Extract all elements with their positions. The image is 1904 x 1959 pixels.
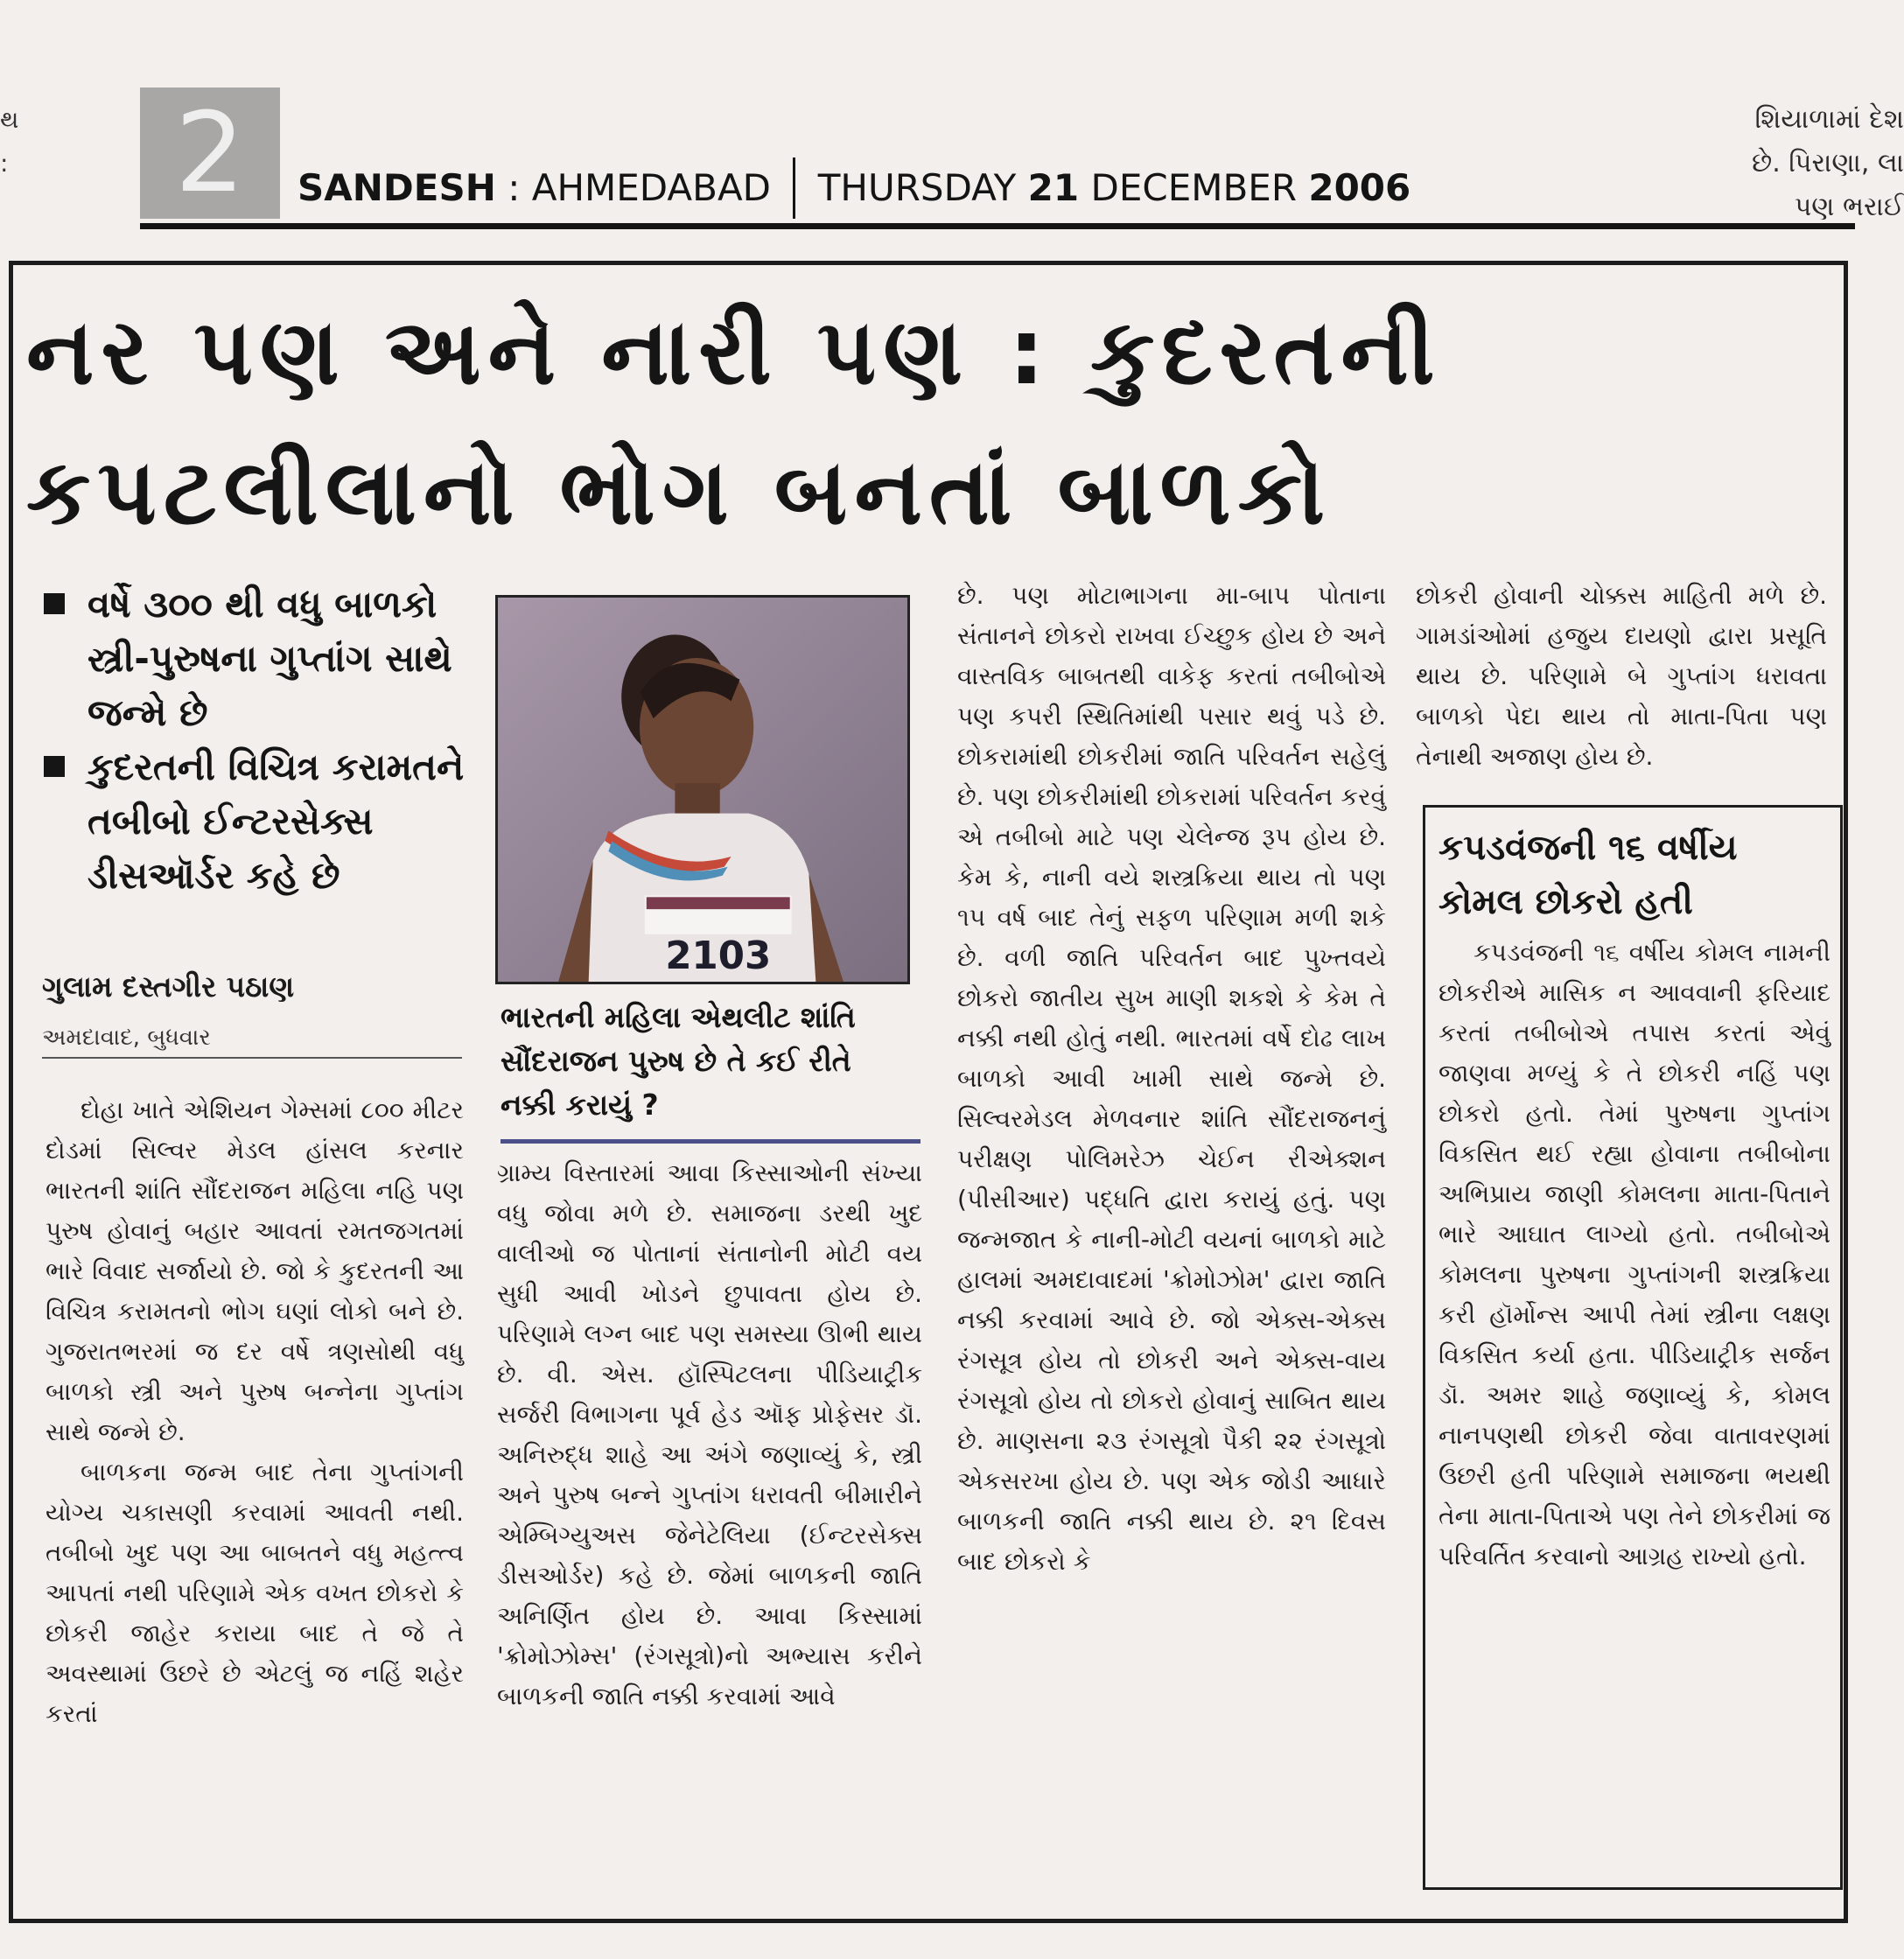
inset-body (1438, 933, 1830, 1577)
dateline: અમદાવાદ, બુધવાર (42, 1025, 211, 1051)
caption-rule (500, 1139, 920, 1144)
page-number: 2 (140, 87, 280, 219)
column-2 (497, 1153, 922, 1717)
edition-city: : AHMEDABAD (508, 166, 772, 209)
paragraph: છે. પણ મોટાભાગના મા-બાપ પોતાના સંતાનને છોકરો રાખવા ઈચ્છુક હોય છે અને વાસ્તવિક બાબતથી વાકેફ કરતાં તબીબોએ પણ કપરી સ્થિતિમાંથી પસાર થવું પડે છે. છોકરામાંથી છોકરીમાં જાતિ પરિવર્તન સહેલું છે. પણ છોકરીમાંથી છોકરામાં પરિવર્તન કરવું એ તબીબો માટે પણ ચેલેન્જ રૂપ હોય છે. કેમ કે, નાની વયે શસ્ત્રક્રિયા થાય તો પણ ૧૫ વર્ષ બાદ તેનું સફળ પરિણામ મળી શકે છે. વળી જાતિ પરિવર્તન બાદ પુખ્તવયે છોકરો જાતીય સુખ માણી શકશે કે કેમ તે નક્કી નથી હોતું નથી. ભારતમાં વર્ષે દોઢ લાખ બાળકો આવી ખામી સાથે જન્મે છે. સિલ્વરમેડલ મેળવનાર શાંતિ સૌંદરાજનનું પરીક્ષણ પોલિમરેઝ ચેઈન રીએક્શન (પીસીઆર) પદ્ધતિ દ્વારા કરાયું હતું. પણ જન્મજાત કે નાની-મોટી વયનાં બાળકો માટે હાલમાં અમદાવાદમાં 'ક્રોમોઝોમ' દ્વારા જાતિ નક્કી કરવામાં આવે છે. જો એક્સ-એક્સ રંગસૂત્ર હોય તો છોકરી અને એક્સ-વાય રંગસૂત્રો હોય તો છોકરો હોવાનું સાબિત થાય છે. માણસના ૨૩ રંગસૂત્રો પૈકી ૨૨ રંગસૂત્રો એકસરખા હોય છે. પણ એક જોડી આધારે બાળકની જાતિ નક્કી થાય છે. ૨૧ દિવસ બાદ છોકરો કે (957, 581, 1386, 1576)
headline-line: કપટલીલાનો ભોગ બનતાં બાળકો (26, 438, 1333, 545)
paragraph: બાળકના જન્મ બાદ તેના ગુપ્તાંગની યોગ્ય ચકાસણી કરવામાં આવતી નથી. તબીબો ખુદ પણ આ બાબતને વધુ મહત્ત્વ આપતાં નથી પરિણામે એક વખત છોકરો કે છોકરી જાહેર કરાયા બાદ તે જે તે અવસ્થામાં ઉછરે છે એટલું જ નહિં શહેર કરતાં (46, 1458, 464, 1728)
paragraph: છોકરી હોવાની ચોક્કસ માહિતી મળે છે. ગામડાંઓમાં હજુય દાયણો દ્વારા પ્રસૂતિ થાય છે. પરિણામે બે ગુપ્તાંગ ધરાવતા બાળકો પેદા થાય તો માતા-પિતા પણ તેનાથી અજાણ હોય છે. (1416, 581, 1827, 771)
inset-title: કપડવંજની ૧૬ વર્ષીય કોમલ છોકરો હતી (1438, 828, 1738, 922)
subhead: કુદરતની વિચિત્ર કરામતને તબીબો ઈન્ટરસેક્સ ડીસઑર્ડર કહે છે (37, 740, 492, 903)
subhead: વર્ષે ૩૦૦ થી વધુ બાળકો સ્ત્રી-પુરુષના ગુપ્તાંગ સાથે જન્મે છે (37, 577, 492, 740)
weekday: THURSDAY (817, 166, 1017, 209)
headline-line: નર પણ અને નારી પણ : કુદરતની (26, 298, 1442, 405)
column-1 (46, 1090, 464, 1734)
paragraph: કપડવંજની ૧૬ વર્ષીય કોમલ નામની છોકરીએ માસિક ન આવવાની ફરિયાદ કરતાં તબીબોએ તપાસ કરતાં એવું જાણવા મળ્યું કે તે છોકરી નહિં પણ છોકરો હતો. તેમાં પુરુષના ગુપ્તાંગ વિકસિત થઈ રહ્યા હોવાના તબીબોના અભિપ્રાય જાણી કોમલના માતા-પિતાને ભારે આઘાત લાગ્યો હતો. તબીબોએ કોમલના પુરુષના ગુપ્તાંગની શસ્ત્રક્રિયા કરી હૉર્મોન્સ આપી તેમાં સ્ત્રીના લક્ષણ વિકસિત કર્યા હતા. પીડિયાટ્રીક સર્જન ડૉ. અમર શાહે જણાવ્યું કે, કોમલ નાનપણથી છોકરી જેવા વાતાવરણમાં ઉછરી હતી પરિણામે સમાજના ભયથી તેના માતા-પિતાએ પણ તેને છોકરીમાં જ પરિવર્તિત કરવાનો આગ્રહ રાખ્યો હતો. (1438, 938, 1830, 1571)
adjacent-line: છે. પિરાણા, લા (1752, 148, 1904, 178)
column-3 (957, 576, 1386, 1582)
day: 21 (1027, 166, 1080, 209)
adjacent-line: પણ ભરાઈ (1794, 192, 1904, 222)
year: 2006 (1308, 166, 1411, 209)
previous-page-edge: થ : (0, 105, 19, 178)
byline: ગુલામ દસ્તગીર પઠાણ (42, 969, 295, 1004)
masthead-divider (793, 157, 795, 219)
paragraph: દોહા ખાતે એશિયન ગેમ્સમાં ૮૦૦ મીટર દોડમાં સિલ્વર મેડલ હાંસલ કરનાર ભારતની શાંતિ સૌંદરાજન મહિલા નહિ પણ પુરુષ હોવાનું બહાર આવતાં રમતજગતમાં ભારે વિવાદ સર્જાયો છે. જો કે કુદરતની આ વિચિત્ર કરામતનો ભોગ ઘણાં લોકો બને છે. ગુજરાતભરમાં જ દર વર્ષે ત્રણસોથી વધુ બાળકો સ્ત્રી અને પુરુષ બન્નેના ગુપ્તાંગ સાથે જન્મે છે. (46, 1095, 464, 1446)
masthead-rule (140, 223, 1855, 229)
paper-name: SANDESH (298, 166, 496, 209)
athlete-photo (495, 595, 910, 984)
subheads (37, 577, 492, 903)
month: DECEMBER (1090, 166, 1297, 209)
column-4 (1416, 576, 1827, 777)
dateline-rule (42, 1057, 462, 1059)
masthead (298, 157, 1522, 219)
adjacent-line: શિયાળામાં દેશ (1754, 104, 1904, 135)
article-headline (26, 282, 1846, 562)
bib-number: 2103 (665, 934, 772, 979)
paragraph: ગ્રામ્ય વિસ્તારમાં આવા કિસ્સાઓની સંખ્યા વધુ જોવા મળે છે. સમાજના ડરથી ખુદ વાલીઓ જ પોતાનાં સંતાનોની મોટી વય સુધી આવી ખોડને છુપાવતા હોય છે. પરિણામે લગ્ન બાદ પણ સમસ્યા ઊભી થાય છે. વી. એસ. હૉસ્પિટલના પીડિયાટ્રીક સર્જરી વિભાગના પૂર્વ હેડ ઑફ પ્રોફેસર ડૉ. અનિરુદ્ધ શાહે આ અંગે જણાવ્યું કે, સ્ત્રી અને પુરુષ બન્ને ગુપ્તાંગ ધરાવતી બીમારીને એમ્બિગ્યુઅસ જેનેટેલિયા (ઈન્ટરસેક્સ ડીસઓર્ડર) કહે છે. જેમાં બાળકની જાતિ અનિર્ણિત હોય છે. આવા કિસ્સામાં 'ક્રોમોઝોમ્સ' (રંગસૂત્રો)નો અભ્યાસ કરીને બાળકની જાતિ નક્કી કરવામાં આવે (497, 1158, 922, 1711)
photo-caption: ભારતની મહિલા એથલીટ શાંતિ સૌંદરાજન પુરુષ છે તે કઈ રીતે નક્કી કરાયું ? (500, 1000, 856, 1122)
adjacent-column-text (1645, 98, 1904, 229)
